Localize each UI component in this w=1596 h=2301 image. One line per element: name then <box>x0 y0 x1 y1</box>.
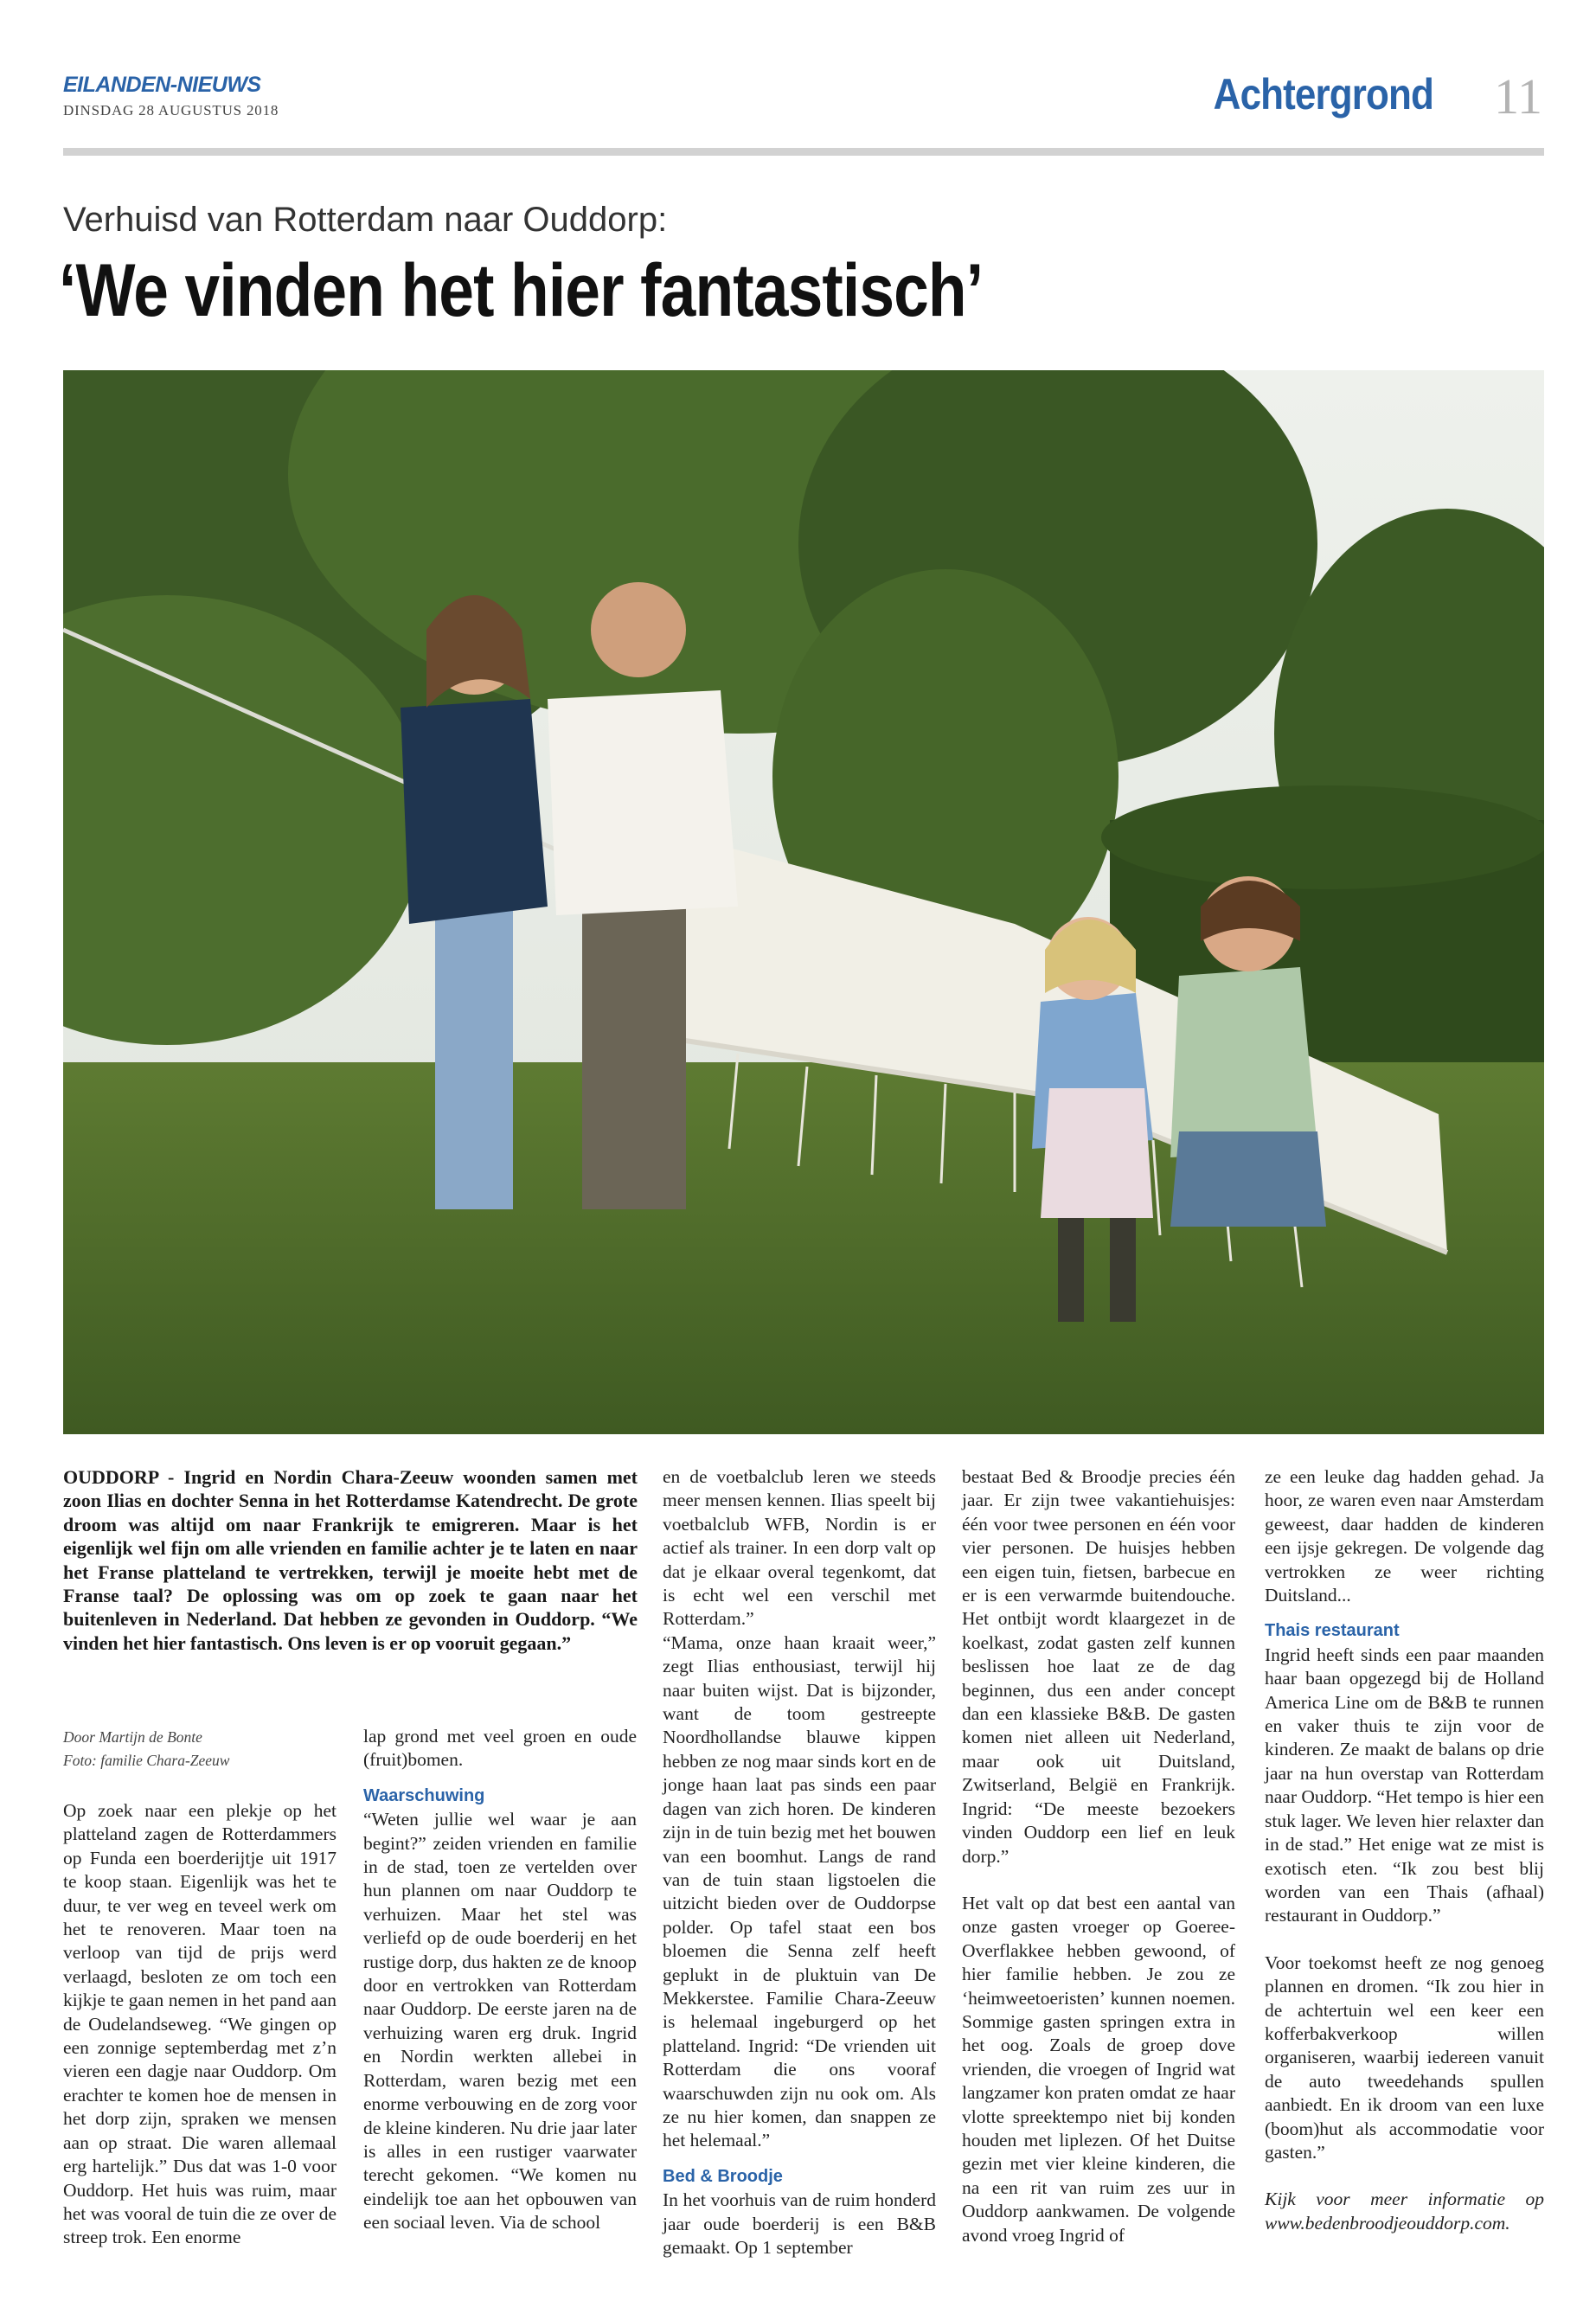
paragraph: Het valt op dat best een aantal van onze gasten vroeger op Goeree-Overflakkee hebben gewoond, of hier familie hebben. Je zou ze ‘heimweetoeristen’ kunnen noemen. Sommige gasten springen extra in het oog. Zoals de groep dove vrienden, die vroegen of Ingrid wat langzamer kon praten omdat ze haar vlotte spreektempo niet bij konden houden met liplezen. Of het Duitse gezin met vier kleine kinderen, die na een rit van ruim zes uur in Ouddorp aankwamen. De volgende avond vroeg Ingrid of <box>962 1892 1235 2246</box>
issue-date: DINSDAG 28 AUGUSTUS 2018 <box>63 102 279 119</box>
header-rule <box>63 148 1544 156</box>
column-1 <box>63 1799 337 2250</box>
paragraph: Voor toekomst heeft ze nog genoeg plannen en dromen. “Ik zou hier in de achtertuin wel een keer een kofferbakverkoop willen organiseren, waarbij iedereen vanuit de auto tweedehands spullen aanbiedt. En ik droom van een luxe (boom)hut als accommodatie voor gasten.” <box>1265 1952 1544 2163</box>
paragraph: Ingrid heeft sinds een paar maanden haar baan opgezegd bij de Holland America Line om de B&B te runnen en vaker thuis te zijn voor de kinderen. Ze maakt de balans op drie jaar na hun overstap van Rotterdam naar Ouddorp. “Het tempo is hier een stuk lager. We leven hier relaxter dan in de stad.” Het enige wat ze mist is exotisch eten. “Ik zou best blij worden van een Thais (afhaal) restaurant in Ouddorp.” <box>1265 1644 1544 1926</box>
masthead: EILANDEN-NIEUWS <box>63 73 261 97</box>
column-5 <box>1265 1465 1544 2235</box>
section-title: Achtergrond <box>1213 70 1433 119</box>
paragraph: bestaat Bed & Broodje precies één jaar. Er zijn twee vakantiehuisjes: één voor twee personen en één voor vier personen. De huisjes hebben een eigen tuin, fietsen, barbecue en er is een verwarmde buitendouche. Het ontbijt wordt klaargezet in de koelkast, zodat gasten zelf kunnen beslissen hoe laat ze de dag beginnen, dus een ander concept dan een klassieke B&B. De gasten komen niet alleen uit Nederland, maar ook uit Duitsland, Zwitserland, België en Frankrijk. Ingrid: “De meeste bezoekers vinden Ouddorp een lief en leuk dorp.” <box>962 1466 1235 1867</box>
subheading-thais-restaurant: Thais restaurant <box>1265 1621 1400 1641</box>
byline-photo-credit: Foto: familie Chara-Zeeuw <box>63 1752 230 1769</box>
subheading-bed-broodje: Bed & Broodje <box>663 2166 783 2186</box>
paragraph: en de voetbalclub leren we steeds meer mensen kennen. Ilias speelt bij voetbalclub WFB, Nordin is er actief als trainer. In een dorp valt op dat je elkaar overal tegenkomt, dat is echt wel een verschil met Rotterdam.” <box>663 1466 936 1630</box>
article-lead: OUDDORP - Ingrid en Nordin Chara-Zeeuw woonden samen met zoon Ilias en dochter Senna in het Rotterdamse Katendrecht. De grote droom was altijd om naar Frankrijk te emigreren. Maar is het eigenlijk wel fijn om alle vrienden en familie achter je te laten en naar het Franse platteland te vertrekken, terwijl je moeite hebt met de Franse taal? De oplossing was om op zoek te gaan naar het buitenleven in Nederland. Dat hebben ze gevonden in Ouddorp. “We vinden het hier fantastisch. Ons leven is er op vooruit gegaan.” <box>63 1466 638 1654</box>
paragraph: Op zoek naar een plekje op het platteland zagen de Rotterdammers op Funda een boerderijtje uit 1917 te koop staan. Eigenlijk was het te duur, te ver weg en teveel werk om het te renoveren. Maar toen na verloop van tijd de prijs werd verlaagd, besloten ze om toch een kijkje te gaan nemen in het pand aan de Oudelandseweg. “We gingen op een zonnige septemberdag met z’n vieren een dagje naar Ouddorp. Om erachter te komen hoe de mensen in het dorp zijn, spraken we mensen aan op straat. Die waren allemaal erg hartelijk.” Dus dat was 1-0 voor Ouddorp. Het huis was ruim, maar het was vooral de tuin die ze over de streep trok. Een enorme <box>63 1800 337 2248</box>
family-hammock-photo <box>63 370 1544 1434</box>
column-4 <box>962 1465 1235 2247</box>
article-photo <box>63 370 1544 1434</box>
more-info-link[interactable]: Kijk voor meer informatie op www.bedenbroodjeouddorp.com. <box>1265 2189 1544 2234</box>
column-2 <box>363 1725 637 2235</box>
byline <box>63 1726 229 1772</box>
paragraph: ze een leuke dag hadden gehad. Ja hoor, ze waren even naar Amsterdam geweest, daar hadden de kinderen een ijsje gekregen. De volgende dag vertrokken ze weer richting Duitsland... <box>1265 1466 1544 1606</box>
paragraph: In het voorhuis van de ruim honderd jaar oude boerderij is een B&B gemaakt. Op 1 september <box>663 2189 936 2258</box>
article-headline: ‘We vinden het hier fantastisch’ <box>59 249 984 332</box>
paragraph: lap grond met veel groen en oude (fruit)bomen. <box>363 1726 637 1771</box>
paragraph: “Weten jullie wel waar je aan begint?” zeiden vrienden en familie in de stad, toen ze vertelden over hun plannen om naar Ouddorp te verhuizen. Maar het stel was verliefd op de oude boerderij en het rustige dorp, dus hakten ze de knoop door en vertrokken van Rotterdam naar Ouddorp. De eerste jaren na de verhuizing waren erg druk. Ingrid en Nordin werkten allebei in Rotterdam, waren bezig met een enorme verbouwing en de zorg voor de kleine kinderen. Nu drie jaar later is alles in een rustiger vaarwater terecht gekomen. “We komen nu eindelijk toe aan het opbouwen van een sociaal leven. Via de school <box>363 1809 637 2234</box>
page-number: 11 <box>1494 68 1542 125</box>
subheading-waarschuwing: Waarschuwing <box>363 1785 485 1805</box>
paragraph: “Mama, onze haan kraait weer,” zegt Ilias enthousiast, terwijl hij naar buiten wijst. Dat is bijzonder, want de toom gestreepte Noordhollandse blauwe kippen hebben ze nog maar sinds kort en de jonge haan laat pas sinds een paar dagen van zich horen. De kinderen zijn in de tuin bezig met het bouwen van een boomhut. Langs de rand van de tuin staan ligstoelen die uitzicht bieden over de Ouddorpse polder. Op tafel staat een bos bloemen die Senna zelf heeft geplukt in de pluktuin van De Mekkerstee. Familie Chara-Zeeuw is helemaal ingeburgerd op het platteland. Ingrid: “De vrienden uit Rotterdam die ons vooraf waarschuwden zijn nu ook om. Als ze nu hier komen, dan snappen ze het helemaal.” <box>663 1631 936 2151</box>
byline-author: Door Martijn de Bonte <box>63 1728 202 1746</box>
column-3 <box>663 1465 936 2259</box>
article-kicker: Verhuisd van Rotterdam naar Ouddorp: <box>63 201 668 239</box>
